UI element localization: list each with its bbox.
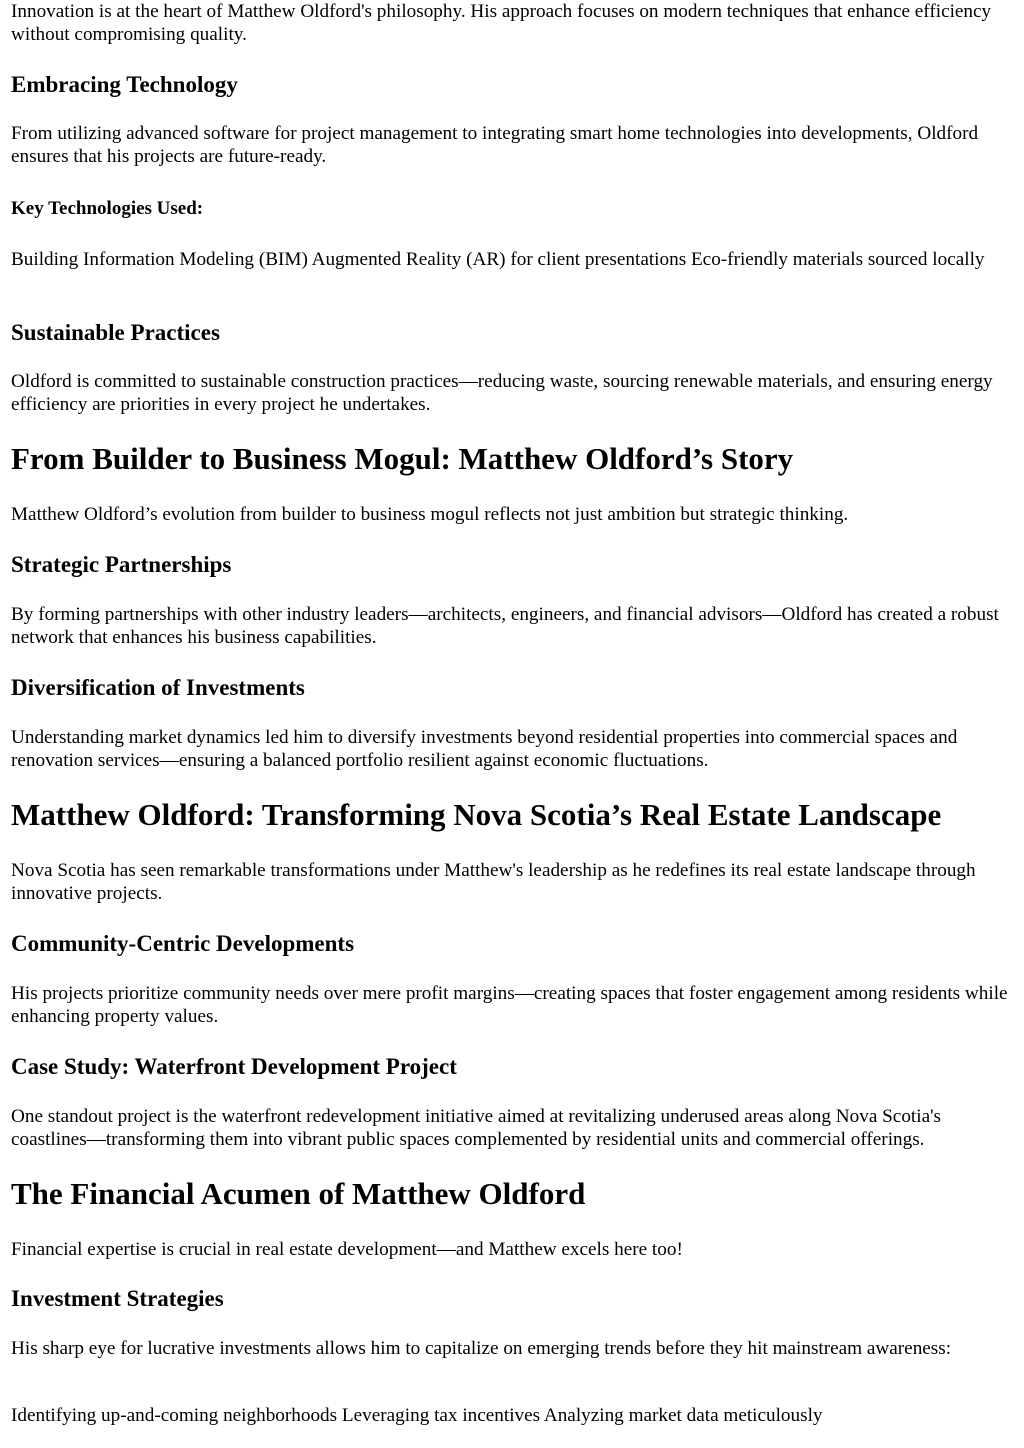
financial-acumen-paragraph: Financial expertise is crucial in real estate development—and Matthew excels here too! <box>11 1239 683 1260</box>
case-study-heading: Case Study: Waterfront Development Project <box>11 1054 457 1079</box>
investment-strategies-list: Identifying up-and-coming neighborhoods Leveraging tax incentives Analyzing market data meticulously <box>11 1405 823 1426</box>
key-technologies-paragraph: Building Information Modeling (BIM) Augmented Reality (AR) for client presentations Eco-friendly materials sourced locally <box>11 249 985 270</box>
strategic-partnerships-paragraph: By forming partnerships with other industry leaders—architects, engineers, and financial advisors—Oldford has created a robust network that enhances his business capabilities. <box>11 604 999 648</box>
embracing-technology-paragraph: From utilizing advanced software for project management to integrating smart home technologies into developments, Oldford ensures that his projects are future-ready. <box>11 123 979 167</box>
case-study-paragraph: One standout project is the waterfront redevelopment initiative aimed at revitalizing underused areas along Nova Scotia's coastlines—transforming them into vibrant public spaces complemented by residential units and commercial offerings. <box>11 1106 942 1150</box>
investment-strategies-paragraph: His sharp eye for lucrative investments allows him to capitalize on emerging trends before they hit mainstream awareness: <box>11 1338 952 1359</box>
builder-to-mogul-paragraph: Matthew Oldford’s evolution from builder to business mogul reflects not just ambition but strategic thinking. <box>11 504 849 525</box>
transforming-nova-scotia-heading: Matthew Oldford: Transforming Nova Scotia’s Real Estate Landscape <box>11 797 942 832</box>
community-centric-heading: Community-Centric Developments <box>11 931 355 956</box>
strategic-partnerships-heading: Strategic Partnerships <box>11 552 232 577</box>
diversification-paragraph: Understanding market dynamics led him to diversify investments beyond residential properties into commercial spaces and renovation services—ensuring a balanced portfolio resilient against economic fluctuations. <box>11 727 958 771</box>
key-technologies-heading: Key Technologies Used: <box>11 198 204 219</box>
diversification-heading: Diversification of Investments <box>11 675 305 700</box>
intro-paragraph: Innovation is at the heart of Matthew Oldford's philosophy. His approach focuses on modern techniques that enhance efficiency without compromising quality. <box>11 1 992 45</box>
builder-to-mogul-heading: From Builder to Business Mogul: Matthew Oldford’s Story <box>11 441 794 476</box>
transforming-nova-scotia-paragraph: Nova Scotia has seen remarkable transformations under Matthew's leadership as he redefines its real estate landscape through innovative projects. <box>11 860 976 904</box>
sustainable-practices-heading: Sustainable Practices <box>11 320 220 345</box>
embracing-technology-heading: Embracing Technology <box>11 72 238 97</box>
sustainable-practices-paragraph: Oldford is committed to sustainable construction practices—reducing waste, sourcing renewable materials, and ensuring energy efficiency are priorities in every project he undertakes. <box>11 371 993 415</box>
investment-strategies-heading: Investment Strategies <box>11 1286 224 1311</box>
financial-acumen-heading: The Financial Acumen of Matthew Oldford <box>11 1176 586 1211</box>
community-centric-paragraph: His projects prioritize community needs over mere profit margins—creating spaces that foster engagement among residents while enhancing property values. <box>11 983 1008 1027</box>
